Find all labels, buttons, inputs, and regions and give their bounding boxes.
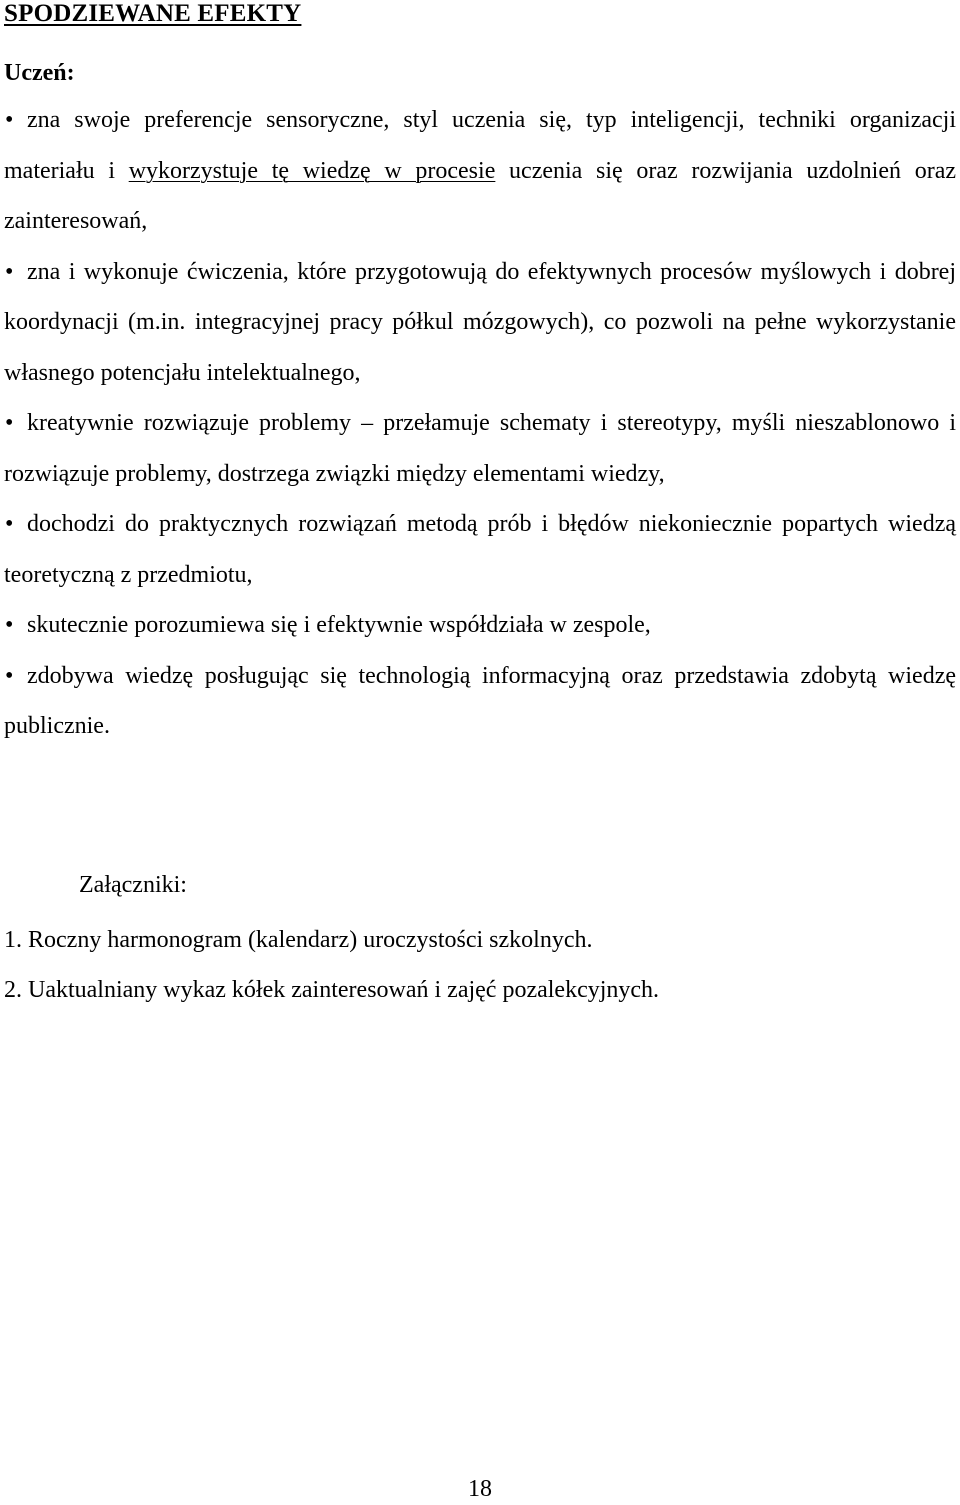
bullet-icon: • <box>5 511 14 537</box>
list-item <box>4 499 956 600</box>
section-heading: SPODZIEWANE EFEKTY <box>4 0 302 27</box>
attachments-list <box>4 915 956 1015</box>
bullet-icon: • <box>5 410 14 436</box>
list-item <box>4 651 956 752</box>
bullet-icon: • <box>5 612 14 638</box>
attachment-item: 1. Roczny harmonogram (kalendarz) uroczystości szkolnych. <box>4 927 593 953</box>
list-item <box>4 600 956 651</box>
list-item <box>4 398 956 499</box>
attachment-item: 2. Uaktualniany wykaz kółek zainteresowań i zajęć pozalekcyjnych. <box>4 977 660 1003</box>
page-number: 18 <box>468 1476 492 1502</box>
list-item-text: zna swoje preferencje sensoryczne, styl uczenia się, typ inteligencji, techniki organizacji materiału i <box>4 107 956 184</box>
bullet-icon: • <box>5 258 14 285</box>
list-item-text: dochodzi do praktycznych rozwiązań metodą prób i błędów niekoniecznie popartych wiedzą teoretyczną z przedmiotu, <box>4 511 956 588</box>
list-item <box>4 95 956 247</box>
bullet-icon: • <box>5 662 14 689</box>
list-item-underlined-text: wykorzystuje tę wiedzę w procesie <box>128 157 496 184</box>
list-item-text: kreatywnie rozwiązuje problemy – przełamuje schematy i stereotypy, myśli nieszablonowo i rozwiązuje problemy, dostrzega związki między elementami wiedzy, <box>4 410 956 487</box>
list-item <box>4 247 956 399</box>
list-item-text: uczenia się oraz rozwijania uzdolnień oraz zainteresowań, <box>4 157 956 234</box>
attachments-title: Załączniki: <box>79 872 187 898</box>
list-item-text: skutecznie porozumiewa się i efektywnie współdziała w zespole, <box>27 612 651 638</box>
bullet-icon: • <box>5 107 14 133</box>
list-item-text: zdobywa wiedzę posługując się technologią informacyjną oraz przedstawia zdobytą wiedzę publicznie. <box>4 662 956 739</box>
subheading-student: Uczeń: <box>4 60 75 86</box>
list-item-text: zna i wykonuje ćwiczenia, które przygotowują do efektywnych procesów myślowych i dobrej koordynacji (m.in. integracyjnej pracy półkul mózgowych), co pozwoli na pełne wykorzystanie własnego potencjału intelektualnego, <box>4 258 956 386</box>
effects-list <box>4 95 956 752</box>
